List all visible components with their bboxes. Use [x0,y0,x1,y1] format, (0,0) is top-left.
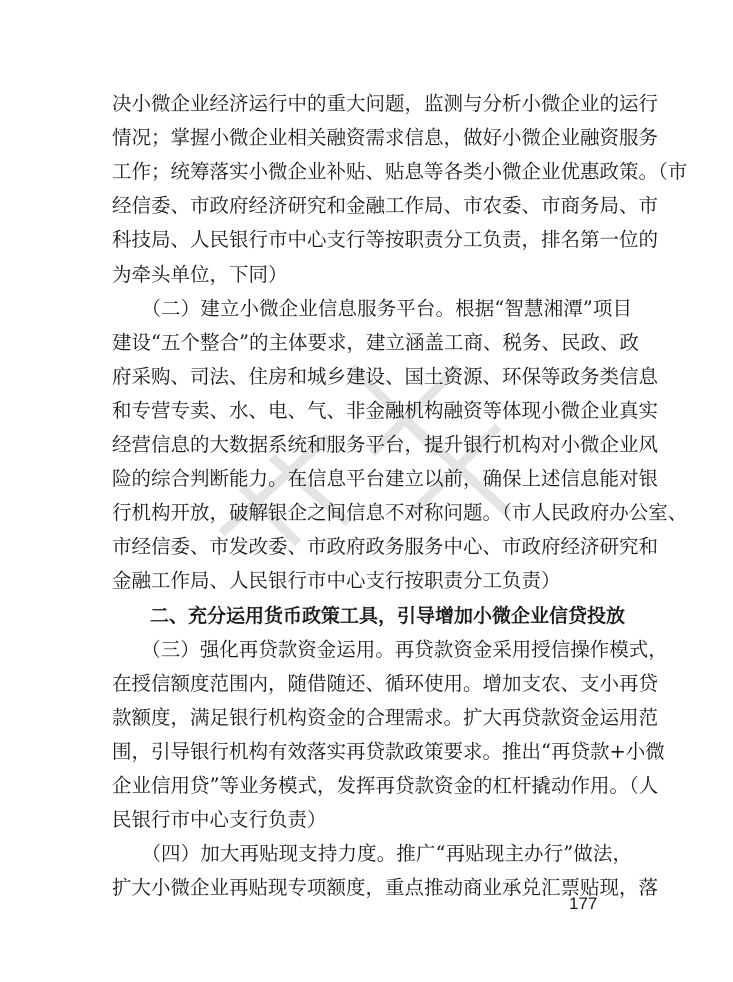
body-text-line: 在授信额度范围内，随借随还、循环使用。增加支农、支小再贷 [112,671,659,695]
body-text-line: 为牵头单位，下同） [112,262,288,286]
body-text-line: 情况；掌握小微企业相关融资需求信息，做好小微企业融资服务 [112,126,659,150]
body-text-line: 工作；统筹落实小微企业补贴、贴息等各类小微企业优惠政策。（市 [112,160,688,184]
body-text-line: 经营信息的大数据系统和服务平台，提升银行机构对小微企业风 [112,433,659,456]
body-text-line: 企业信用贷”等业务模式，发挥再贷款资金的杠杆撬动作用。（人 [112,774,659,797]
body-text-line: 市经信委、市发改委、市政府政务服务中心、市政府经济研究和 [112,535,659,559]
body-text-line: 围，引导银行机构有效落实再贷款政策要求。推出“再贷款+小微 [112,739,665,763]
body-text-line: 险的综合判断能力。在信息平台建立以前，确保上述信息能对银 [112,467,659,491]
body-text-line: （二）建立小微企业信息服务平台。根据“智慧湘潭”项目 [112,296,632,320]
body-text-line: 行机构开放，破解银企之间信息不对称问题。（市人民政府办公室、 [112,501,688,525]
body-text-line: 决小微企业经济运行中的重大问题，监测与分析小微企业的运行 [112,92,659,115]
body-text-line: 扩大小微企业再贴现专项额度，重点推动商业承兑汇票贴现，落 [112,876,659,900]
body-text-line: 府采购、司法、住房和城乡建设、国土资源、环保等政务类信息 [112,364,659,388]
section-heading: 二、充分运用货币政策工具，引导增加小微企业信贷投放 [112,604,626,627]
page-number: 177 [569,894,598,913]
body-text-line: （三）强化再贷款资金运用。再贷款资金采用授信操作模式， [112,637,668,661]
body-text-line: （四）加大再贴现支持力度。推广“再贴现主办行”做法， [112,842,632,866]
body-text-line: 科技局、人民银行市中心支行等按职责分工负责，排名第一位的 [112,228,659,252]
body-text-line: 和专营专卖、水、电、气、非金融机构融资等体现小微企业真实 [112,398,659,422]
body-text-line: 民银行市中心支行负责） [112,808,327,832]
body-text-line: 建设“五个整合”的主体要求，建立涵盖工商、税务、民政、政 [112,330,639,354]
body-text-line: 经信委、市政府经济研究和金融工作局、市农委、市商务局、市 [112,194,659,218]
body-text-line: 金融工作局、人民银行市中心支行按职责分工负责） [112,569,561,593]
body-text-line: 款额度，满足银行机构资金的合理需求。扩大再贷款资金运用范 [112,705,659,729]
